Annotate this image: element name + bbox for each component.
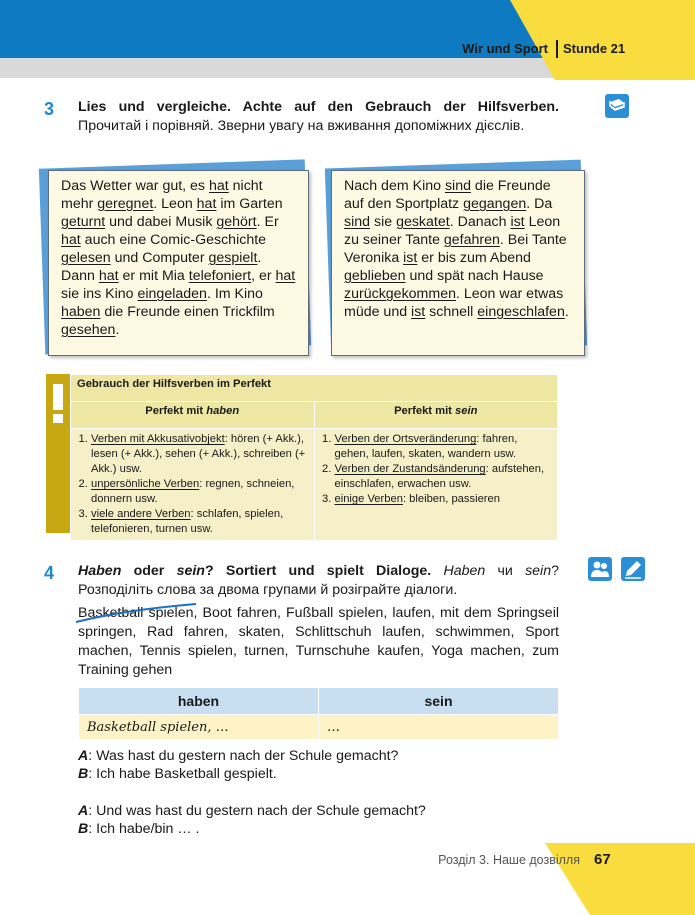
exercise-3-number: 3: [44, 99, 55, 119]
grammar-rule: 3. viele andere Verben: schlafen, spielen, telefonieren, turnen usw.: [91, 507, 308, 537]
text-segment: . Leon war etwas müde und: [344, 286, 564, 320]
highlighted-verb: gehört: [216, 214, 257, 230]
highlighted-verb: geblieben: [344, 268, 406, 284]
highlighted-verb: geregnet: [97, 196, 154, 212]
text-segment: er mit Mia: [118, 268, 189, 284]
dialog-line: B: Ich habe Basketball gespielt.: [78, 766, 277, 782]
table-header-sein: sein: [319, 688, 559, 715]
page-number: 67: [594, 851, 611, 868]
highlighted-verb: haben: [61, 304, 101, 320]
highlighted-verb: gefahren: [443, 232, 500, 248]
highlighted-verb: gelesen: [61, 250, 111, 266]
text-segment: die Freunde einen Trickfilm: [100, 304, 275, 320]
text-segment: er bis zum Abend: [417, 250, 531, 266]
text-segment: .: [564, 304, 569, 320]
grammar-col-haben: Perfekt mit haben: [71, 402, 315, 429]
text-segment: . Leon: [153, 196, 197, 212]
dialog-line: A: Was hast du gestern nach der Schule gemacht?: [78, 748, 399, 764]
text-segment: und dabei Musik: [105, 214, 217, 230]
text-segment: nicht mehr: [61, 178, 263, 212]
highlighted-verb: zurückgekommen: [344, 286, 456, 302]
highlighted-verb: hat: [208, 178, 229, 194]
exercise-4-number: 4: [44, 563, 55, 583]
text-segment: Nach dem Kino: [344, 178, 445, 194]
text-segment: Leon zu seiner Tante: [344, 214, 561, 248]
highlighted-verb: ist: [411, 304, 426, 320]
exclamation-icon: [46, 382, 70, 432]
table-cell-haben: Basketball spielen, …: [79, 715, 319, 740]
highlighted-verb: gegangen: [463, 196, 527, 212]
dialog-1: [78, 747, 559, 783]
highlighted-verb: geskatet: [396, 214, 450, 230]
dialog-line: B: Ich habe/bin … .: [78, 821, 200, 837]
text-segment: . Im Kino: [206, 286, 263, 302]
text-segment: die Freunde auf den Sportplatz: [344, 178, 551, 212]
text-segment: . Bei Tante Veronika: [344, 232, 567, 266]
grammar-rule: 2. Verben der Zustandsänderung: aufstehen, einschlafen, erwachen usw.: [335, 462, 552, 492]
text-segment: .: [115, 322, 120, 338]
pencil-icon: [621, 557, 645, 581]
sorting-table: [78, 687, 559, 740]
highlighted-verb: ist: [510, 214, 525, 230]
text-segment: und spät nach Hause: [405, 268, 544, 284]
highlighted-verb: geturnt: [61, 214, 106, 230]
grammar-rule: 1. Verben mit Akkusativobjekt: hören (+ Akk.), lesen (+ Akk.), sehen (+ Akk.), schreiben (+ Akk.) usw.: [91, 432, 308, 477]
grammar-sein-list: [314, 429, 558, 541]
book-icon: [605, 94, 629, 118]
highlighted-verb: sind: [444, 178, 471, 194]
header-separator: [556, 40, 558, 58]
text-segment: . Er: [256, 214, 279, 230]
text-card-right: [331, 170, 585, 356]
highlighted-verb: hat: [98, 268, 119, 284]
highlighted-verb: eingeladen: [137, 286, 207, 302]
phrase-list: Basketball spielen, Boot fahren, Fußball spielen, laufen, mit dem Springseil springen, Rad fahren, skaten, Schlittschuh laufen, schwimmen, Sport machen, Tennis spielen, turnen, Turnschuhe kaufen, Yoga machen, zum Training gehen: [78, 605, 559, 678]
text-segment: Das Wetter war gut, es: [61, 178, 209, 194]
text-segment: sie: [370, 214, 397, 230]
strike-through-mark: [74, 598, 204, 628]
highlighted-verb: ist: [403, 250, 418, 266]
text-segment: sie ins Kino: [61, 286, 138, 302]
text-segment: , er: [251, 268, 276, 284]
highlighted-verb: telefoniert: [188, 268, 252, 284]
text-segment: auch eine Comic-Geschichte: [80, 232, 267, 248]
grammar-haben-list: [71, 429, 315, 541]
exercise-3-instruction: Прочитай і порівняй. Зверни увагу на вживання допоміжних дієслів.: [78, 118, 525, 134]
highlighted-verb: hat: [61, 232, 81, 248]
highlighted-verb: eingeschlafen: [477, 304, 565, 320]
grammar-title: Gebrauch der Hilfsverben im Perfekt: [71, 375, 558, 402]
grammar-sidebar: [46, 374, 70, 533]
highlighted-verb: hat: [275, 268, 296, 284]
text-segment: schnell: [425, 304, 478, 320]
highlighted-verb: gesehen: [61, 322, 116, 338]
table-header-haben: haben: [79, 688, 319, 715]
text-segment: und Computer: [110, 250, 209, 266]
text-segment: . Dann: [61, 250, 262, 284]
exercise-4-instruction: Розподіліть слова за двома групами й розіграйте діалоги.: [78, 582, 458, 598]
text-segment: im Garten: [216, 196, 283, 212]
grammar-table: [70, 374, 558, 541]
pair-work-icon: [588, 557, 612, 581]
grammar-rule: 2. unpersönliche Verben: regnen, schneien, donnern usw.: [91, 477, 308, 507]
highlighted-verb: hat: [196, 196, 217, 212]
highlighted-verb: sind: [344, 214, 371, 230]
grammar-rule: 3. einige Verben: bleiben, passieren: [335, 492, 552, 507]
grammar-rule: 1. Verben der Ortsveränderung: fahren, gehen, laufen, skaten, wandern usw.: [335, 432, 552, 462]
lesson-number: Stunde 21: [563, 41, 626, 56]
exercise-3-heading: [78, 98, 559, 136]
text-segment: . Danach: [449, 214, 511, 230]
highlighted-verb: gespielt: [208, 250, 258, 266]
section-title: Розділ 3. Наше дозвілля: [438, 853, 580, 867]
exercise-3-title: Lies und vergleiche. Achte auf den Gebrauch der Hilfsverben.: [78, 99, 559, 115]
grammar-col-sein: Perfekt mit sein: [314, 402, 558, 429]
text-card-left: [48, 170, 309, 356]
exercise-4-heading: Haben oder sein? Sortiert und spielt Dialoge. Haben чи sein? Розподіліть слова за двома групами й розіграйте діалоги.: [78, 563, 559, 598]
text-segment: . Da: [526, 196, 553, 212]
unit-topic: Wir und Sport: [462, 41, 548, 56]
dialog-line: A: Und was hast du gestern nach der Schule gemacht?: [78, 803, 426, 819]
dialog-2: [78, 802, 559, 838]
table-cell-sein: …: [319, 715, 559, 740]
